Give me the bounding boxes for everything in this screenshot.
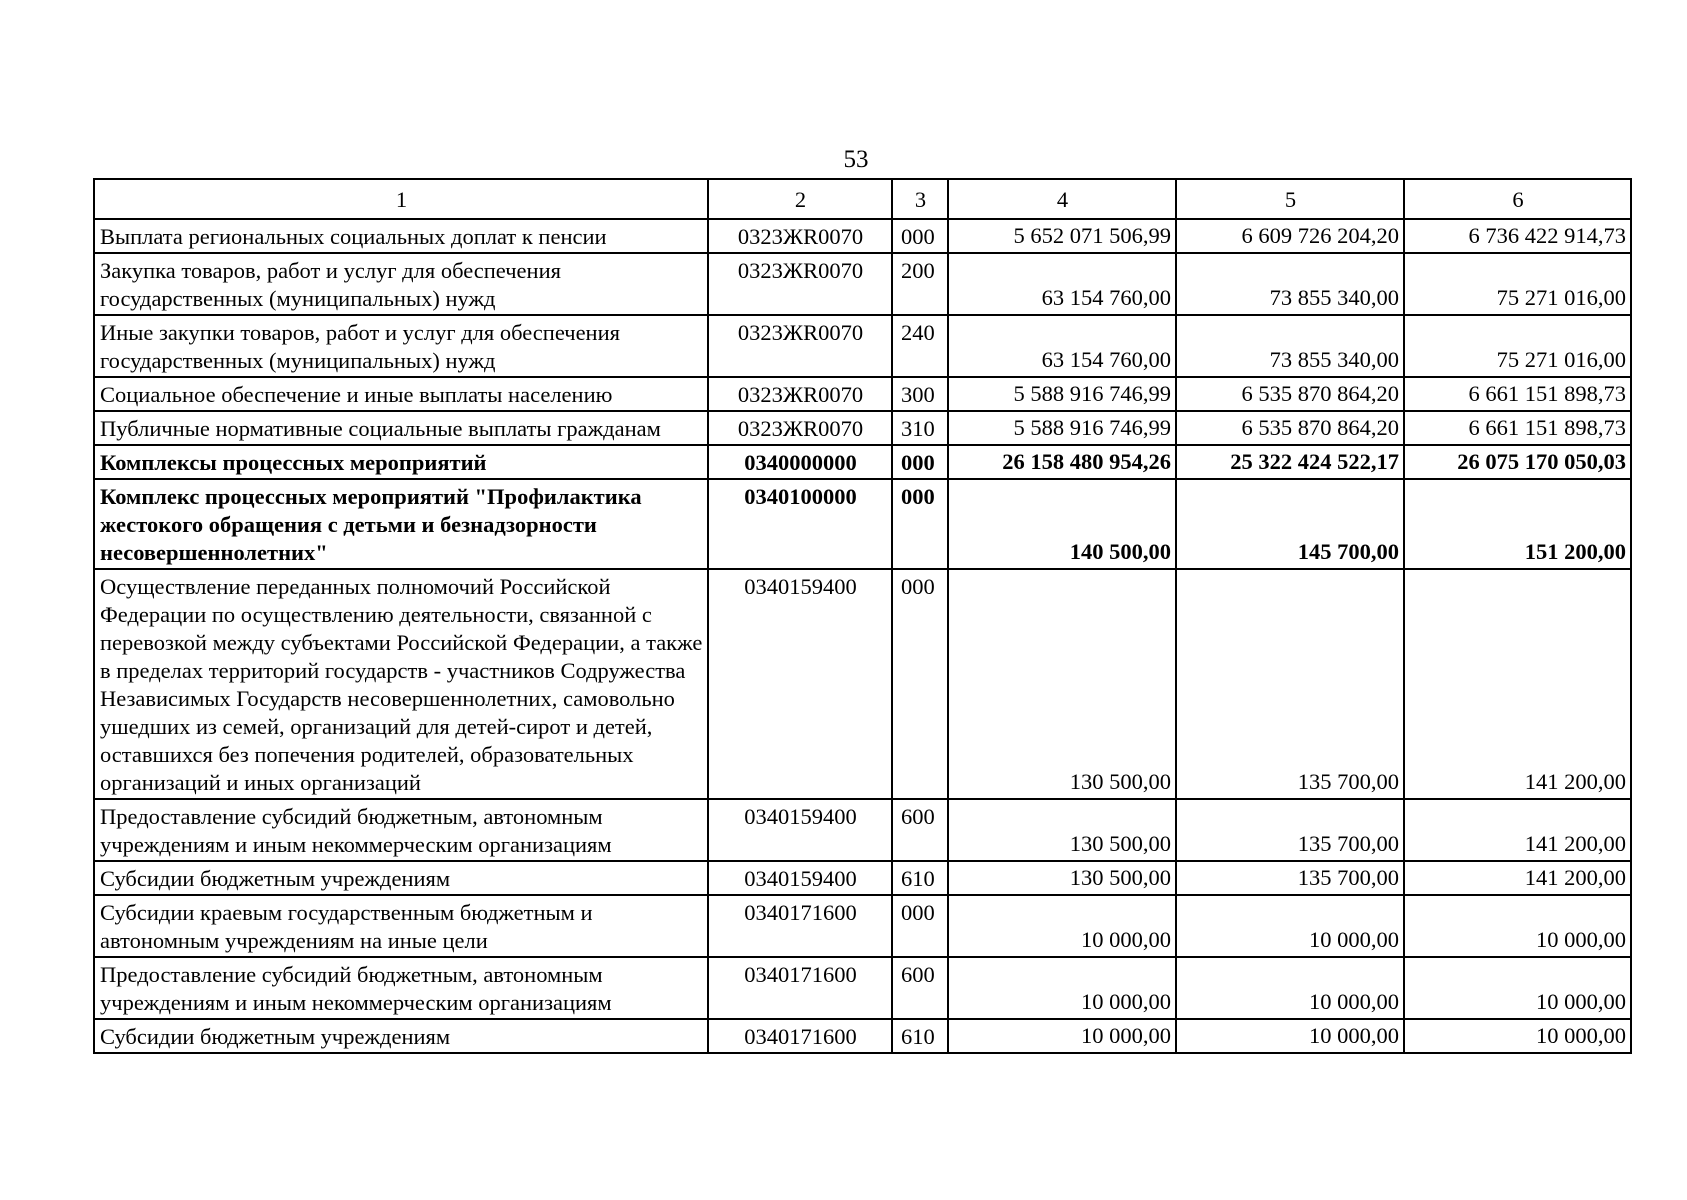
row-value-3: 6 736 422 914,73 [1404,219,1631,253]
table-header [94,179,1631,219]
row-code: 0340100000 [708,479,892,569]
row-type: 000 [892,895,948,957]
row-value-2: 6 535 870 864,20 [1176,411,1404,445]
row-type: 600 [892,957,948,1019]
row-type: 610 [892,1019,948,1053]
row-code: 0340171600 [708,1019,892,1053]
row-code: 0340171600 [708,895,892,957]
row-value-1: 10 000,00 [948,1019,1176,1053]
header-col-4: 4 [948,179,1176,219]
row-type: 000 [892,569,948,799]
budget-table [93,178,1632,1054]
table-row [94,377,1631,411]
row-value-2: 10 000,00 [1176,957,1404,1019]
row-type: 310 [892,411,948,445]
row-code: 0340159400 [708,799,892,861]
table-row [94,569,1631,799]
row-value-1: 63 154 760,00 [948,253,1176,315]
row-name: Иные закупки товаров, работ и услуг для обеспечения государственных (муниципальных) нужд [94,315,708,377]
row-name: Осуществление переданных полномочий Российской Федерации по осуществлению деятельности, связанной с перевозкой между субъектами Российской Федерации, а также в пределах территорий государств - участников Содружества Независимых Государств несовершеннолетних, самовольно ушедших из семей, организаций для детей-сирот и детей, оставшихся без попечения родителей, образовательных организаций и иных организаций [94,569,708,799]
row-value-1: 10 000,00 [948,957,1176,1019]
row-value-1: 63 154 760,00 [948,315,1176,377]
row-value-3: 10 000,00 [1404,957,1631,1019]
table-row [94,1019,1631,1053]
row-value-1: 130 500,00 [948,861,1176,895]
row-name: Комплексы процессных мероприятий [94,445,708,479]
row-code: 0323ЖR0070 [708,315,892,377]
row-value-2: 135 700,00 [1176,569,1404,799]
row-code: 0323ЖR0070 [708,411,892,445]
row-value-2: 10 000,00 [1176,1019,1404,1053]
row-name: Субсидии краевым государственным бюджетным и автономным учреждениям на иные цели [94,895,708,957]
row-value-3: 141 200,00 [1404,799,1631,861]
row-value-1: 130 500,00 [948,569,1176,799]
table-row-bold [94,445,1631,479]
row-value-1: 5 588 916 746,99 [948,377,1176,411]
row-value-2: 135 700,00 [1176,799,1404,861]
row-value-2: 73 855 340,00 [1176,253,1404,315]
header-col-2: 2 [708,179,892,219]
row-name: Предоставление субсидий бюджетным, автономным учреждениям и иным некоммерческим организациям [94,957,708,1019]
row-value-3: 75 271 016,00 [1404,253,1631,315]
row-value-2: 6 535 870 864,20 [1176,377,1404,411]
header-row [94,179,1631,219]
row-value-1: 5 588 916 746,99 [948,411,1176,445]
row-type: 000 [892,445,948,479]
row-value-1: 140 500,00 [948,479,1176,569]
row-value-3: 141 200,00 [1404,861,1631,895]
row-value-3: 75 271 016,00 [1404,315,1631,377]
row-name: Закупка товаров, работ и услуг для обеспечения государственных (муниципальных) нужд [94,253,708,315]
row-type: 610 [892,861,948,895]
table-row [94,315,1631,377]
table-row [94,957,1631,1019]
row-type: 200 [892,253,948,315]
row-value-2: 135 700,00 [1176,861,1404,895]
header-col-3: 3 [892,179,948,219]
row-value-1: 26 158 480 954,26 [948,445,1176,479]
row-value-3: 26 075 170 050,03 [1404,445,1631,479]
header-col-1: 1 [94,179,708,219]
row-value-1: 5 652 071 506,99 [948,219,1176,253]
row-value-1: 130 500,00 [948,799,1176,861]
row-value-3: 6 661 151 898,73 [1404,377,1631,411]
page-number: 53 [843,146,869,173]
row-code: 0340171600 [708,957,892,1019]
table-body [94,219,1631,1053]
row-name: Субсидии бюджетным учреждениям [94,861,708,895]
row-name: Субсидии бюджетным учреждениям [94,1019,708,1053]
row-code: 0340159400 [708,861,892,895]
row-type: 300 [892,377,948,411]
row-value-2: 10 000,00 [1176,895,1404,957]
row-name: Предоставление субсидий бюджетным, автономным учреждениям и иным некоммерческим организациям [94,799,708,861]
row-value-3: 10 000,00 [1404,1019,1631,1053]
table-row [94,861,1631,895]
row-type: 000 [892,479,948,569]
row-value-3: 151 200,00 [1404,479,1631,569]
row-type: 240 [892,315,948,377]
row-code: 0323ЖR0070 [708,253,892,315]
row-code: 0323ЖR0070 [708,377,892,411]
table-row [94,219,1631,253]
table-row [94,895,1631,957]
row-value-2: 145 700,00 [1176,479,1404,569]
row-value-1: 10 000,00 [948,895,1176,957]
row-value-2: 25 322 424 522,17 [1176,445,1404,479]
row-code: 0323ЖR0070 [708,219,892,253]
row-value-3: 141 200,00 [1404,569,1631,799]
row-name: Выплата региональных социальных доплат к пенсии [94,219,708,253]
row-type: 600 [892,799,948,861]
row-value-3: 6 661 151 898,73 [1404,411,1631,445]
table-row-bold [94,479,1631,569]
row-name: Социальное обеспечение и иные выплаты населению [94,377,708,411]
table-row [94,253,1631,315]
row-value-2: 6 609 726 204,20 [1176,219,1404,253]
row-name: Комплекс процессных мероприятий "Профилактика жестокого обращения с детьми и безнадзорности несовершеннолетних" [94,479,708,569]
table-row [94,411,1631,445]
table-row [94,799,1631,861]
row-value-2: 73 855 340,00 [1176,315,1404,377]
row-code: 0340159400 [708,569,892,799]
row-code: 0340000000 [708,445,892,479]
row-value-3: 10 000,00 [1404,895,1631,957]
header-col-6: 6 [1404,179,1631,219]
header-col-5: 5 [1176,179,1404,219]
row-name: Публичные нормативные социальные выплаты гражданам [94,411,708,445]
row-type: 000 [892,219,948,253]
